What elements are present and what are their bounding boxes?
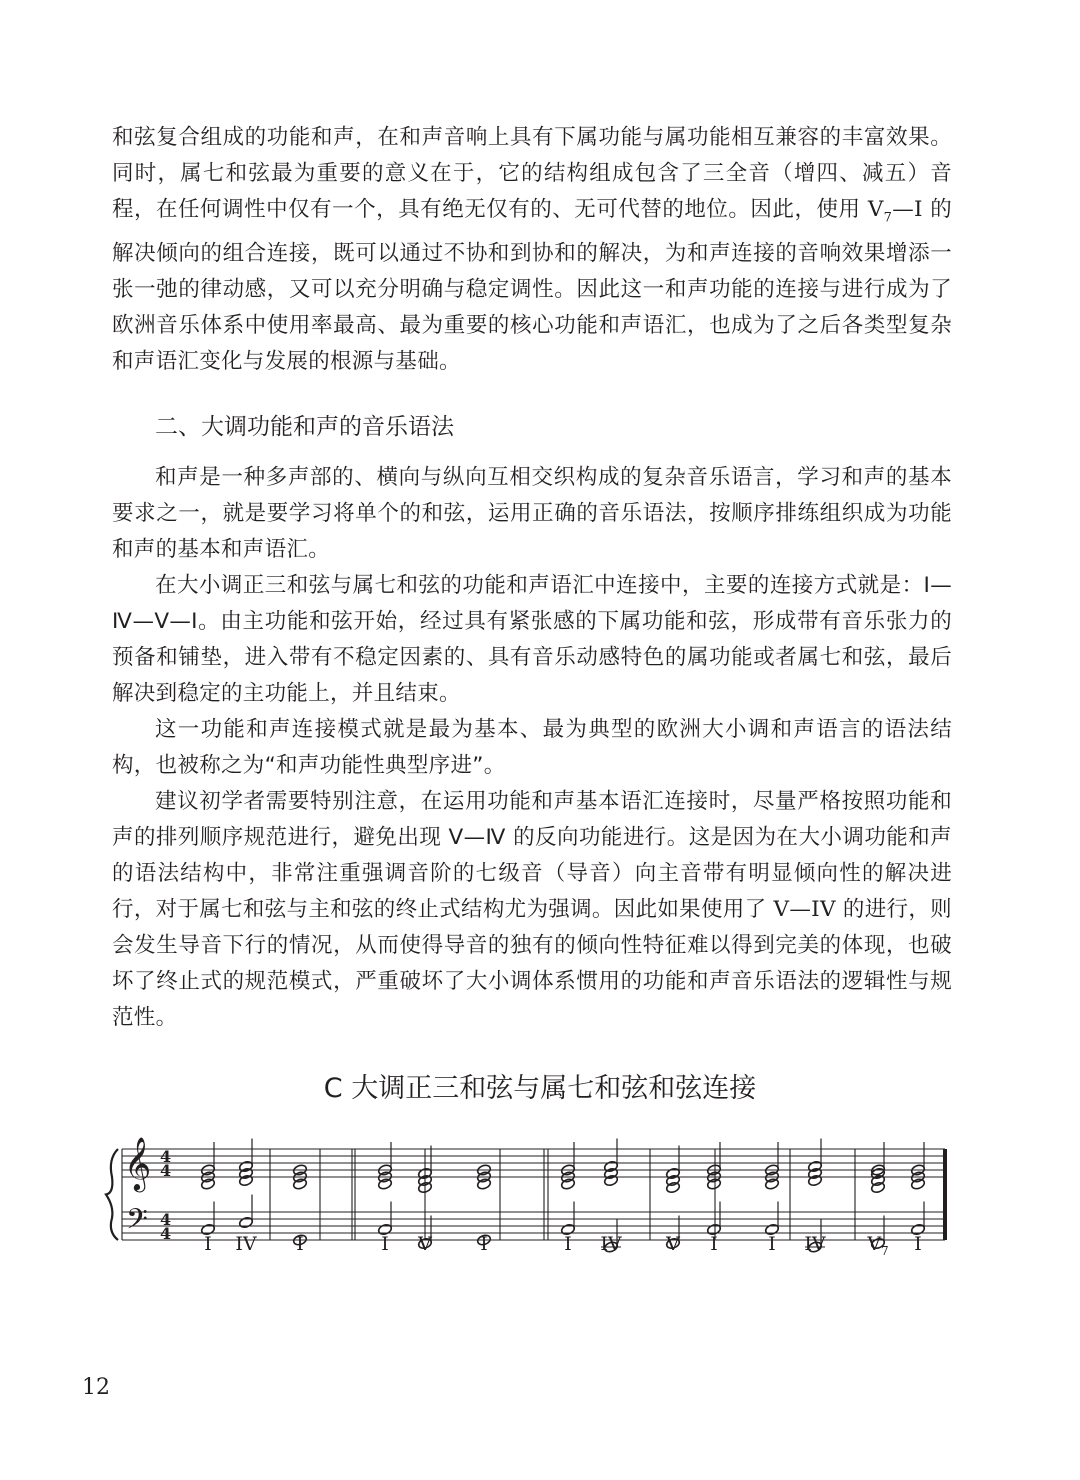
roman-numeral: I bbox=[564, 1233, 572, 1255]
time-signature: 4 bbox=[160, 1161, 172, 1180]
paragraph-harmony-definition bbox=[112, 460, 952, 568]
paragraph-text: 。这是因为在大小调功能和声的语法结构中，非常注重强调音阶的七级音（导音）向主音带有明显倾向性的解决进行，对于属七和弦与主和弦的终止式结构尤为强调。因此如果使用了 V—IV 的进行，则会发生导音下行的情况，从而使得导音的独有的倾向性特征难以得到完美的体现，也破坏了终止式的规范模式，严重破坏了大小调体系惯用的功能和声音乐语法的逻辑性与规范性。 bbox=[112, 825, 952, 1030]
roman-numeral: V bbox=[418, 1233, 432, 1255]
paragraph-advice bbox=[112, 784, 952, 1036]
emphasis-text: I—Ⅳ—V—I bbox=[112, 573, 952, 634]
paragraph-text: 和声是一种多声部的、横向与纵向互相交织构成的复杂音乐语言，学习和声的基本要求之一，就是要学习将单个的和弦，运用正确的音乐语法，按顺序排练组织成为功能和声的基本和声语汇。 bbox=[112, 465, 952, 562]
time-signature: 4 bbox=[160, 1147, 172, 1166]
paragraph-text: 这一功能和声连接模式就是最为基本、最为典型的欧洲大小调和声语言的语法结构，也被称之为 bbox=[112, 717, 952, 778]
emphasis-text: 明确与稳定调性 bbox=[399, 277, 555, 303]
bass-clef-icon: 𝄢 bbox=[126, 1203, 148, 1243]
paragraph-intro bbox=[112, 120, 952, 380]
page-number: 12 bbox=[82, 1375, 110, 1400]
emphasis-text: 避免出现 V—Ⅳ 的反向功能进行 bbox=[353, 825, 667, 850]
paragraph-text: 在大小调正三和弦与属七和弦的功能和声语汇中连接中，主要的连接方式就是： bbox=[155, 573, 924, 598]
brace bbox=[106, 1149, 118, 1240]
roman-numeral: V bbox=[666, 1233, 680, 1255]
roman-numeral: I bbox=[296, 1233, 304, 1255]
emphasis-text: “和声功能性典型序进” bbox=[264, 753, 484, 778]
roman-numeral-subscript: 7 bbox=[881, 1243, 889, 1258]
paragraph-progression bbox=[112, 568, 952, 712]
final-barline bbox=[943, 1149, 947, 1240]
roman-numeral: I bbox=[381, 1233, 389, 1255]
score-title: C 大调正三和弦与属七和弦和弦连接 bbox=[323, 1073, 757, 1104]
roman-numeral: IV bbox=[600, 1233, 622, 1255]
paragraph-text: 。 bbox=[483, 753, 506, 778]
section-heading: 二、大调功能和声的音乐语法 bbox=[155, 414, 454, 440]
roman-numeral: $V_7$ bbox=[867, 1233, 889, 1258]
paragraph-text: 。因此这一和声功能的连接与进行成为了欧洲音乐体系中使用率最高、最为重要的核心功能和声语汇，也成为了之后各类型复杂和声语汇变化与发展的根源与基础。 bbox=[112, 277, 953, 375]
paragraph-text: 。由主功能和弦开始，经过具有紧张感的下属功能和弦，形成带有音乐张力的预备和铺垫，进入带有不稳定因素的、具有音乐动感特色的属功能或者属七和弦，最后解决到稳定的主功能上，并且结束。 bbox=[112, 609, 952, 706]
roman-numeral: I bbox=[914, 1233, 922, 1255]
time-signature: 4 bbox=[160, 1210, 172, 1229]
paragraph-typical-progression bbox=[112, 712, 952, 784]
bass-note bbox=[238, 1216, 253, 1229]
subscript: 7 bbox=[883, 210, 893, 226]
roman-numeral: I bbox=[480, 1233, 488, 1255]
roman-numeral: I bbox=[204, 1233, 212, 1255]
roman-numeral: IV bbox=[235, 1233, 257, 1255]
roman-numeral: I bbox=[768, 1233, 776, 1255]
roman-numeral: IV bbox=[804, 1233, 826, 1255]
paragraph-text: 和弦复合组成的功能和声，在和声音响上具有下属功能与属功能相互兼容的丰富效果。同时，属七和弦最为重要的意义在于，它的结构组成包含了三全音（增四、减五）音程，在任何调性中仅有一个，具有绝无仅有的、无可代替的地位。因此，使用 V bbox=[112, 125, 952, 222]
paragraph-text: 建议初学者需要特别注意，在运用功能和声基本语汇连接时，尽量严格按照功能和声的排列顺序规范进行， bbox=[112, 789, 952, 850]
treble-clef-icon: 𝄞 bbox=[124, 1136, 152, 1190]
time-signature: 4 bbox=[160, 1224, 172, 1243]
paragraph-text: —I 的解决倾向的组合连接，既可以通过不协和到协和的解决，为和声连接的音响效果增添一张一弛的律动感，又可以充分 bbox=[112, 197, 952, 303]
music-score bbox=[100, 1135, 960, 1243]
roman-numeral: I bbox=[710, 1233, 718, 1255]
